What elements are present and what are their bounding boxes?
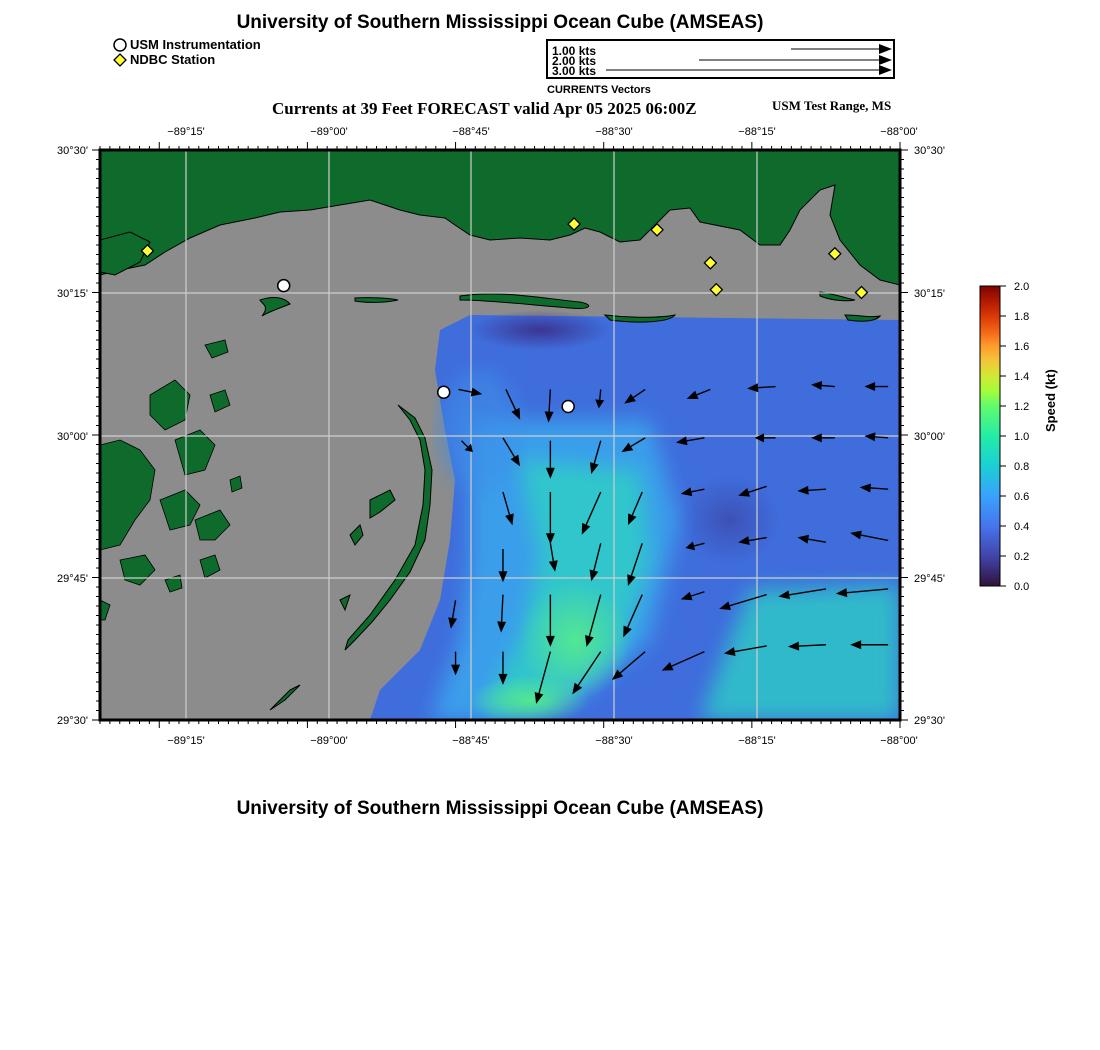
- speed-colorbar: [980, 286, 1000, 586]
- usm-station-marker-2[interactable]: [562, 401, 574, 413]
- colorbar-tick-label: 0.4: [1014, 521, 1030, 533]
- colorbar-tick-label: 0.0: [1014, 581, 1030, 593]
- colorbar-tick-label: 0.2: [1014, 551, 1030, 563]
- lat-label-right-5: 29°30': [914, 715, 945, 727]
- vector-legend-caption: CURRENTS Vectors: [547, 84, 651, 96]
- lat-label-right-3: 30°00': [914, 431, 945, 443]
- vector-legend-2kt: 2.00 kts: [552, 54, 597, 68]
- usm-station-marker-0[interactable]: [278, 280, 290, 292]
- lat-label-right-1: 30°30': [914, 145, 945, 157]
- lon-label-bottom-6: −88°00': [880, 735, 918, 747]
- lon-label-bottom-5: −88°15': [738, 735, 776, 747]
- lat-label-left-4: 29°45': [57, 573, 88, 585]
- colorbar-tick-label: 1.8: [1014, 311, 1030, 323]
- map-canvas: [100, 150, 900, 725]
- lon-label-top-3: −88°45': [452, 126, 490, 138]
- lat-label-right-2: 30°15': [914, 288, 945, 300]
- colorbar-tick-label: 0.8: [1014, 461, 1030, 473]
- lat-label-left-3: 30°00': [57, 431, 88, 443]
- test-range-label: USM Test Range, MS: [772, 98, 892, 113]
- legend-ndbc-label: NDBC Station: [130, 52, 216, 67]
- colorbar-tick-label: 1.6: [1014, 341, 1030, 353]
- map-title-top: University of Southern Mississippi Ocean Cube (AMSEAS): [236, 12, 764, 33]
- lat-label-right-4: 29°45': [914, 573, 945, 585]
- lat-label-left-2: 30°15': [57, 288, 88, 300]
- vector-legend-3kt: 3.00 kts: [552, 64, 597, 78]
- lon-label-bottom-4: −88°30': [595, 735, 633, 747]
- colorbar-tick-label: 1.0: [1014, 431, 1030, 443]
- lon-label-bottom-2: −89°00': [310, 735, 348, 747]
- forecast-subtitle: Currents at 39 Feet FORECAST valid Apr 05 2025 06:00Z: [272, 99, 697, 118]
- lon-label-top-1: −89°15': [167, 126, 205, 138]
- lon-label-top-4: −88°30': [595, 126, 633, 138]
- lon-label-bottom-1: −89°15': [167, 735, 205, 747]
- colorbar-tick-label: 1.2: [1014, 401, 1030, 413]
- lon-label-top-6: −88°00': [880, 126, 918, 138]
- colorbar-ticks: [1000, 281, 1029, 593]
- colorbar-title: Speed (kt): [1043, 369, 1058, 432]
- colorbar-tick-label: 0.6: [1014, 491, 1030, 503]
- lon-label-bottom-3: −88°45': [452, 735, 490, 747]
- lat-label-left-1: 30°30': [57, 145, 88, 157]
- map-title-bottom: University of Southern Mississippi Ocean Cube (AMSEAS): [236, 798, 764, 819]
- colorbar-tick-label: 1.4: [1014, 371, 1030, 383]
- lat-label-left-5: 29°30': [57, 715, 88, 727]
- lon-label-top-2: −89°00': [310, 126, 348, 138]
- legend-usm-label: USM Instrumentation: [130, 37, 261, 52]
- colorbar-tick-label: 2.0: [1014, 281, 1030, 293]
- lon-label-top-5: −88°15': [738, 126, 776, 138]
- usm-station-marker-1[interactable]: [438, 386, 450, 398]
- vector-legend-1kt: 1.00 kts: [552, 44, 597, 58]
